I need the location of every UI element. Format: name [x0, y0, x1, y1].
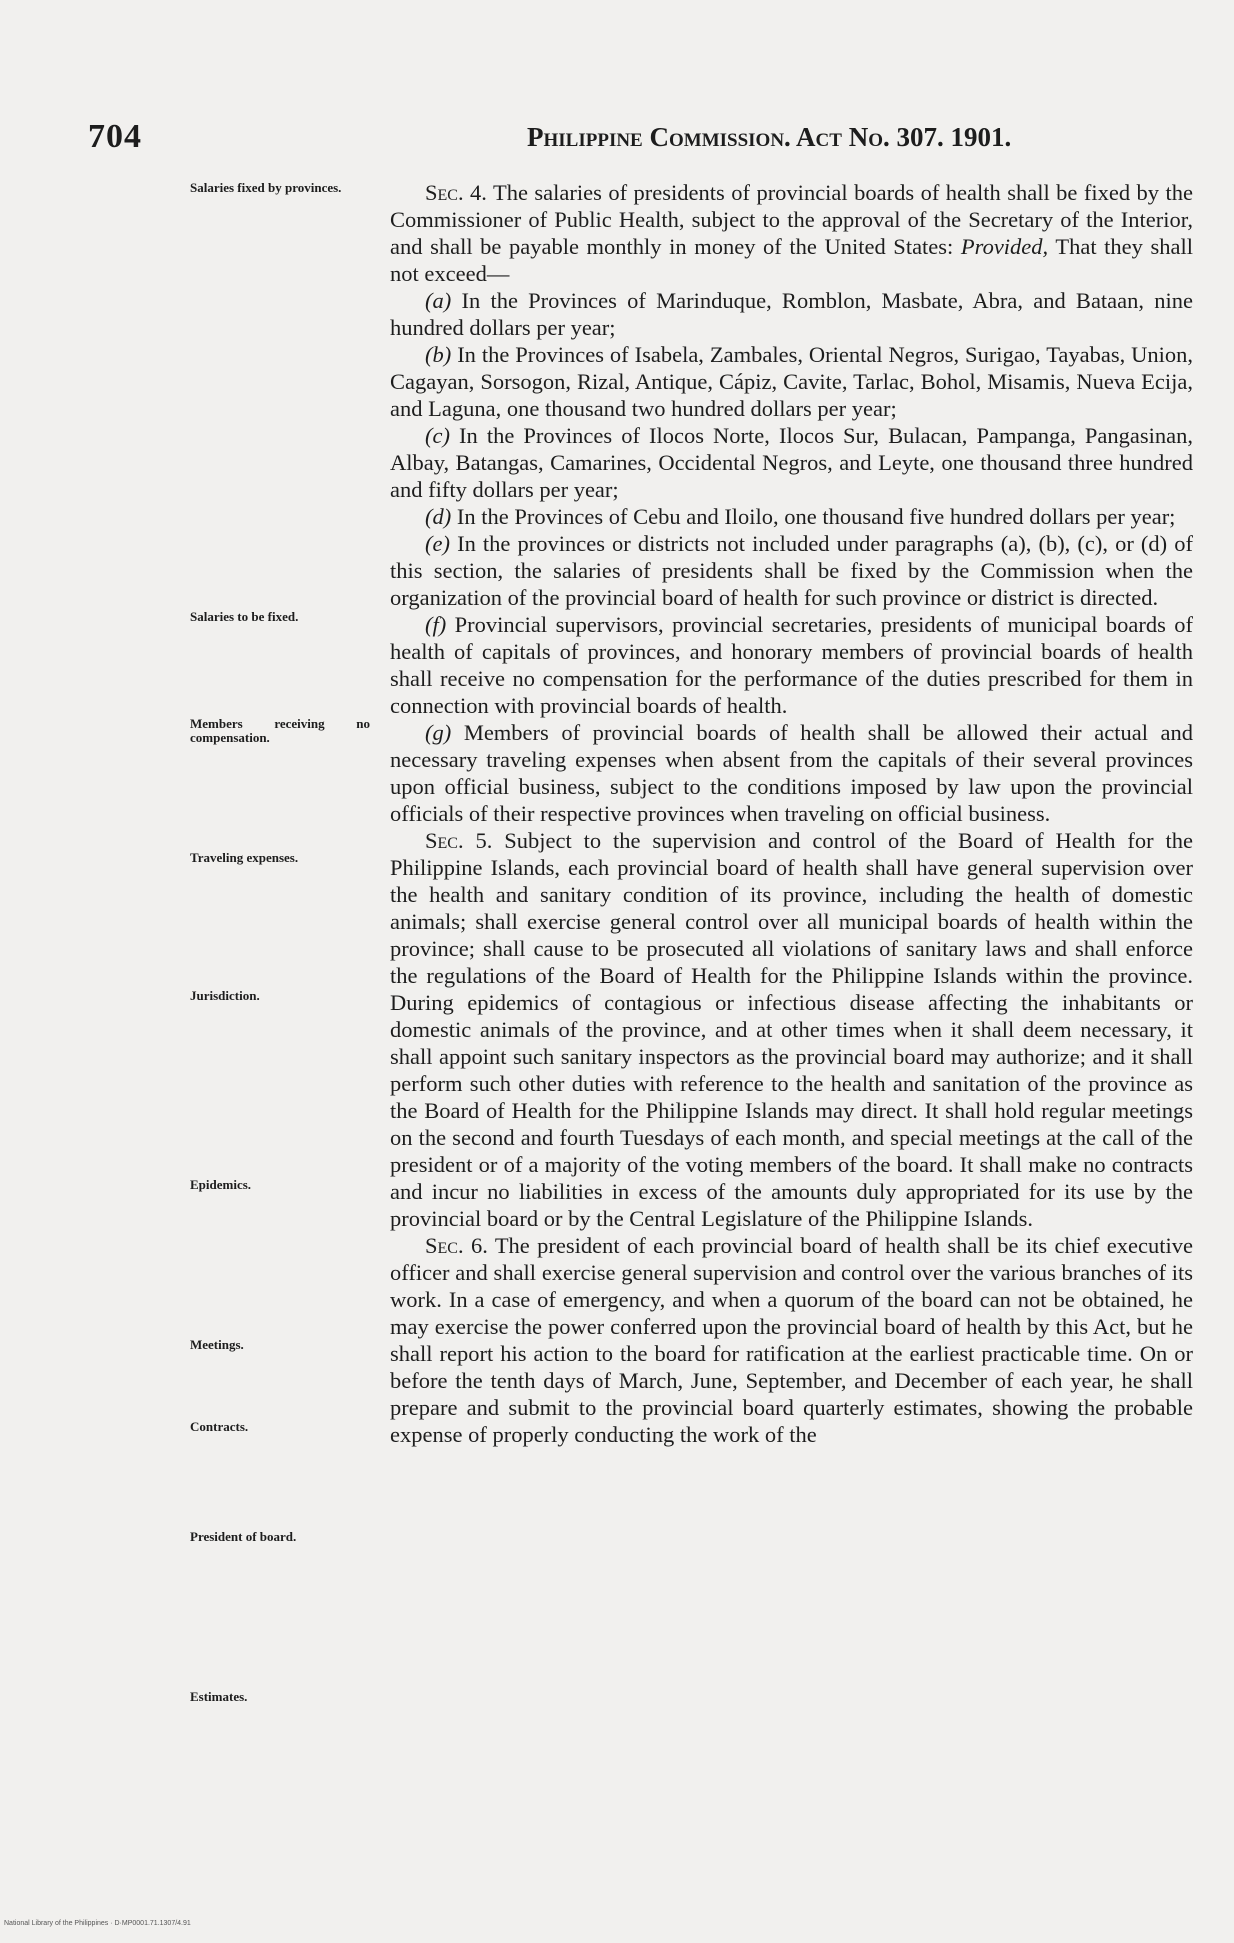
paragraph-mark: (d)	[425, 504, 452, 529]
margin-note: Meetings.	[190, 1337, 244, 1352]
margin-note: Jurisdiction.	[190, 988, 260, 1003]
section-4-intro	[390, 179, 1193, 287]
section-label: Sec. 4.	[425, 180, 487, 205]
paragraph-mark: (a)	[425, 288, 452, 313]
paragraph-e	[390, 530, 1193, 611]
page-number: 704	[88, 118, 142, 155]
section-6	[390, 1232, 1193, 1448]
body-text	[390, 179, 1193, 1448]
paragraph-f	[390, 611, 1193, 719]
scan-footer: National Library of the Philippines · D·MP0001.71.1307/4.91	[4, 1920, 191, 1927]
margin-note: Epidemics.	[190, 1177, 252, 1192]
paragraph-d	[390, 503, 1193, 530]
margin-note: Contracts.	[190, 1419, 249, 1434]
paragraph-text: Provincial supervisors, provincial secretaries, presidents of municipal boards of health of capitals of provinces, and honorary members of provincial boards of health shall receive no compensation for the performance of the duties prescribed for them in connection with provincial boards of health.	[390, 612, 1194, 718]
paragraph-text: In the Provinces of Isabela, Zambales, Oriental Negros, Surigao, Tayabas, Union, Cagayan, Sorsogon, Rizal, Antique, Cápiz, Cavite, Tarlac, Bohol, Misamis, Nueva Ecija, and Laguna, one thousand two hundred dollars per year;	[390, 342, 1194, 421]
proviso-text: That they shall not exceed—	[390, 234, 1194, 286]
paragraph-text: In the Provinces of Cebu and Iloilo, one thousand five hundred dollars per year;	[456, 504, 1176, 529]
paragraph-text: In the provinces or districts not included under paragraphs (a), (b), (c), or (d) of this section, the salaries of presidents shall be fixed by the Commission when the organization of the provincial board of health for such province or district is directed.	[390, 531, 1194, 610]
section-text: The salaries of presidents of provincial boards of health shall be fixed by the Commissioner of Public Health, subject to the approval of the Secretary of the Interior, and shall be payable monthly in money of the United States:	[390, 180, 1193, 259]
margin-note: Traveling expenses.	[190, 850, 299, 865]
paragraph-mark: (g)	[425, 720, 452, 745]
section-label: Sec. 6.	[425, 1233, 488, 1258]
paragraph-mark: (c)	[425, 423, 450, 448]
paragraph-mark: (f)	[425, 612, 447, 637]
paragraph-c	[390, 422, 1193, 503]
paragraph-g	[390, 719, 1193, 827]
paragraph-mark: (e)	[425, 531, 450, 556]
paragraph-text: In the Provinces of Marinduque, Romblon, Masbate, Abra, and Bataan, nine hundred dollars per year;	[390, 288, 1193, 340]
running-head: Philippine Commission. Act No. 307. 1901.	[527, 122, 1012, 152]
section-text: Subject to the supervision and control of the Board of Health for the Philippine Islands, each provincial board of health shall have general supervision over the health and sanitary condition of its province, including the health of domestic animals; shall exercise general control over all municipal boards of health within the province; shall cause to be prosecuted all violations of sanitary laws and shall enforce the regulations of the Board of Health for the Philippine Islands within the province. During epidemics of contagious or infectious disease affecting the inhabitants or domestic animals of the province, and at other times when it shall deem necessary, it shall appoint such sanitary inspectors as the provincial board may authorize; and it shall perform such other duties with reference to the health and sanitation of the province as the Board of Health for the Philippine Islands may direct. It shall hold regular meetings on the second and fourth Tuesdays of each month, and special meetings at the call of the president or of a majority of the voting members of the board. It shall make no contracts and incur no liabilities in excess of the amounts duly appropriated for its use by the provincial board or by the Central Legislature of the Philippine Islands.	[390, 828, 1193, 1231]
margin-note: President of board.	[190, 1529, 297, 1544]
paragraph-b	[390, 341, 1193, 422]
section-text: The president of each provincial board of health shall be its chief executive officer and shall exercise general supervision and control over the various branches of its work. In a case of emergency, and when a quorum of the board can not be obtained, he may exercise the power conferred upon the provincial board of health by this Act, but he shall report his action to the board for ratification at the earliest practicable time. On or before the tenth days of March, June, September, and December of each year, he shall prepare and submit to the provincial board quarterly estimates, showing the probable expense of properly conducting the work of the	[390, 1233, 1194, 1447]
paragraph-mark: (b)	[425, 342, 452, 367]
paragraph-text: Members of provincial boards of health shall be allowed their actual and necessary traveling expenses when absent from the capitals of their several provinces upon official business, subject to the conditions imposed by law upon the provincial officials of their respective provinces when traveling on official business.	[390, 720, 1193, 826]
margin-note: Salaries fixed by provinces.	[190, 180, 342, 195]
paragraph-text: In the Provinces of Ilocos Norte, Ilocos Sur, Bulacan, Pampanga, Pangasinan, Albay, Batangas, Camarines, Occidental Negros, and Leyte, one thousand three hundred and fifty dollars per year;	[390, 423, 1193, 502]
section-label: Sec. 5.	[425, 828, 493, 853]
proviso-word: Provided,	[960, 234, 1049, 259]
margin-note: Estimates.	[190, 1689, 248, 1704]
paragraph-a	[390, 287, 1193, 341]
section-5	[390, 827, 1193, 1232]
margin-note: Members receiving no compensation.	[190, 716, 370, 745]
margin-note: Salaries to be fixed.	[190, 609, 299, 624]
